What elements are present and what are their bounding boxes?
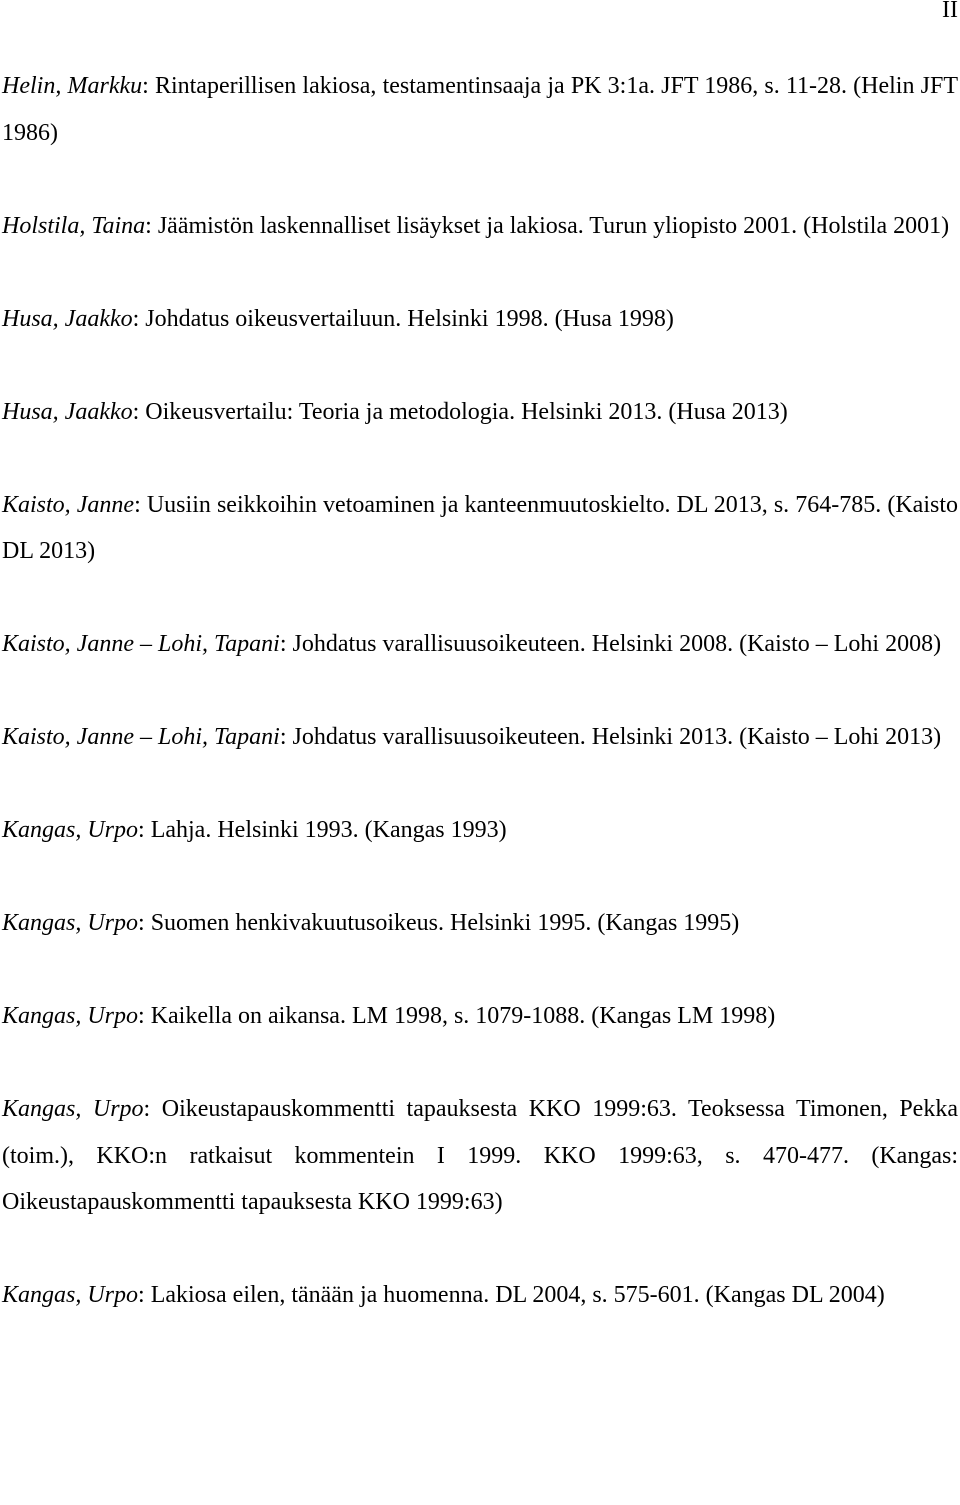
entry-author: Helin, Markku bbox=[2, 73, 143, 99]
entry-text: : Jäämistön laskennalliset lisäykset ja lakiosa. Turun yliopisto 2001. (Holstila 2001) bbox=[145, 212, 950, 239]
bibliography-entry bbox=[2, 993, 958, 1040]
bibliography-entry bbox=[2, 482, 958, 575]
bibliography-entry bbox=[2, 296, 958, 343]
entry-author: Kangas, Urpo bbox=[2, 1282, 139, 1308]
entry-author: Kangas, Urpo bbox=[2, 1003, 139, 1029]
entry-text: : Uusiin seikkoihin vetoaminen ja kanteenmuutoskielto. DL 2013, s. 764-785. (Kaisto DL 2013) bbox=[2, 491, 958, 564]
page-number: II bbox=[942, 0, 958, 23]
entry-author: Kaisto, Janne – Lohi, Tapani bbox=[2, 631, 280, 657]
bibliography-entry bbox=[2, 807, 958, 854]
entry-text: : Oikeusvertailu: Teoria ja metodologia. Helsinki 2013. (Husa 2013) bbox=[132, 398, 788, 425]
entry-text: : Johdatus varallisuusoikeuteen. Helsinki 2008. (Kaisto – Lohi 2008) bbox=[279, 631, 942, 657]
bibliography-entry bbox=[2, 203, 958, 250]
entry-text: : Oikeustapauskommentti tapauksesta KKO 1999:63. Teoksessa Timonen, Pekka (toim.), KKO:n ratkaisut kommentein I 1999. KKO 1999:63, s. 470-477. (Kangas: Oikeustapauskommentti tapauksesta KKO 1999:63) bbox=[2, 1096, 958, 1215]
bibliography-entry bbox=[2, 714, 958, 761]
bibliography-entry bbox=[2, 621, 958, 668]
entry-author: Kaisto, Janne bbox=[2, 491, 135, 518]
entry-text: : Kaikella on aikansa. LM 1998, s. 1079-1088. (Kangas LM 1998) bbox=[138, 1003, 776, 1029]
entry-text: : Suomen henkivakuutusoikeus. Helsinki 1995. (Kangas 1995) bbox=[138, 910, 740, 936]
entry-author: Kangas, Urpo bbox=[2, 1096, 144, 1122]
bibliography-entry bbox=[2, 900, 958, 947]
entry-author: Kaisto, Janne – Lohi, Tapani bbox=[2, 724, 280, 750]
entry-text: : Lakiosa eilen, tänään ja huomenna. DL 2004, s. 575-601. (Kangas DL 2004) bbox=[138, 1282, 885, 1308]
bibliography-list bbox=[2, 63, 958, 1365]
entry-author: Kangas, Urpo bbox=[2, 910, 139, 936]
entry-author: Kangas, Urpo bbox=[2, 817, 139, 843]
entry-text: : Lahja. Helsinki 1993. (Kangas 1993) bbox=[138, 817, 507, 843]
entry-author: Husa, Jaakko bbox=[2, 398, 133, 425]
bibliography-entry bbox=[2, 1086, 958, 1226]
entry-text: : Johdatus oikeusvertailuun. Helsinki 1998. (Husa 1998) bbox=[132, 305, 674, 332]
entry-author: Husa, Jaakko bbox=[2, 305, 133, 332]
entry-text: : Johdatus varallisuusoikeuteen. Helsinki 2013. (Kaisto – Lohi 2013) bbox=[279, 724, 942, 750]
bibliography-entry bbox=[2, 389, 958, 436]
entry-text: : Rintaperillisen lakiosa, testamentinsaaja ja PK 3:1a. JFT 1986, s. 11-28. (Helin JFT 1986) bbox=[2, 73, 958, 146]
bibliography-entry bbox=[2, 1272, 958, 1319]
entry-author: Holstila, Taina bbox=[2, 212, 146, 239]
bibliography-entry bbox=[2, 63, 958, 156]
